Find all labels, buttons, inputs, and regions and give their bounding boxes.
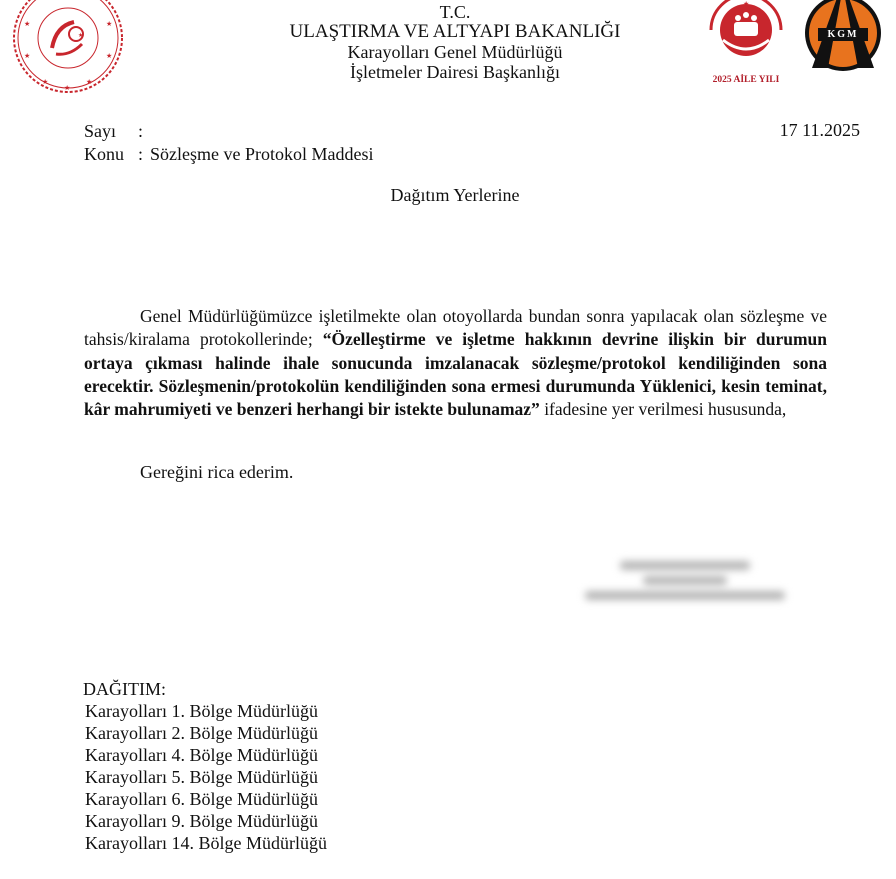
letter-meta (84, 120, 374, 166)
sayi-row (84, 120, 374, 143)
distribution-title: DAĞITIM: (83, 679, 166, 699)
distribution-item: Karayolları 14. Bölge Müdürlüğü (85, 833, 327, 853)
distribution-list (83, 678, 327, 854)
kgm-text: KGM (827, 29, 859, 40)
svg-text:★: ★ (78, 33, 84, 39)
svg-text:★: ★ (24, 52, 31, 60)
svg-text:★: ★ (86, 78, 93, 86)
body-paragraph (84, 305, 827, 421)
header-ministry: ULAŞTIRMA VE ALTYAPI BAKANLIĞI (289, 21, 621, 42)
distribution-item: Karayolları 2. Bölge Müdürlüğü (85, 723, 318, 743)
distribution-item: Karayolları 6. Bölge Müdürlüğü (85, 789, 318, 809)
distribution-item: Karayolları 4. Bölge Müdürlüğü (85, 745, 318, 765)
aile-yili-caption: 2025 AİLE YILI (712, 75, 780, 85)
distribution-item: Karayolları 9. Bölge Müdürlüğü (85, 811, 318, 831)
kgm-logo (804, 0, 882, 72)
body-intro: Genel Müdürlüğümüzce işletilmekte olan otoyollarda bundan sonra yapılacak olan sözleşme ve tahsis/kiralama protokollerinde; (84, 306, 827, 350)
svg-text:★: ★ (106, 20, 113, 28)
svg-text:★: ★ (743, 0, 750, 8)
svg-text:★: ★ (42, 78, 49, 86)
svg-text:★: ★ (24, 20, 31, 28)
distribution-item: Karayolları 5. Bölge Müdürlüğü (85, 767, 318, 787)
closing-line: Gereğini rica ederim. (140, 462, 294, 482)
sayi-label: Sayı (84, 121, 117, 141)
signature-block-blurred (580, 555, 790, 620)
sayi-separator: : (138, 121, 144, 141)
svg-text:★: ★ (64, 84, 71, 92)
header-department: İşletmeler Dairesi Başkanlığı (350, 62, 560, 82)
konu-value: Sözleşme ve Protokol Maddesi (150, 144, 374, 164)
svg-text:★: ★ (106, 52, 113, 60)
addressee: Dağıtım Yerlerine (390, 185, 520, 205)
konu-row (84, 143, 374, 166)
konu-label: Konu (84, 144, 124, 164)
letter-date: 17 11.2025 (779, 120, 860, 140)
family-icon (703, 0, 789, 66)
body-outro: ifadesine yer verilmesi hususunda, (539, 399, 787, 420)
aile-yili-logo (703, 0, 789, 90)
distribution-item: Karayolları 1. Bölge Müdürlüğü (85, 701, 318, 721)
header-tc: T.C. (439, 2, 471, 22)
body-quoted-clause: “Özelleştirme ve işletme hakkının devrine ilişkin bir durumun ortaya çıkması halinde ihale sonucunda imzalanacak sözleşme/protokol kendiliğinden sona erecektir. Sözleşmenin/protokolün kendiliğinden sona ermesi durumunda Yüklenici, kesin teminat, kâr mahrumiyeti ve benzeri herhangi bir istekte bulunamaz” (84, 329, 827, 420)
konu-separator: : (138, 144, 144, 164)
header-directorate: Karayolları Genel Müdürlüğü (347, 42, 563, 62)
